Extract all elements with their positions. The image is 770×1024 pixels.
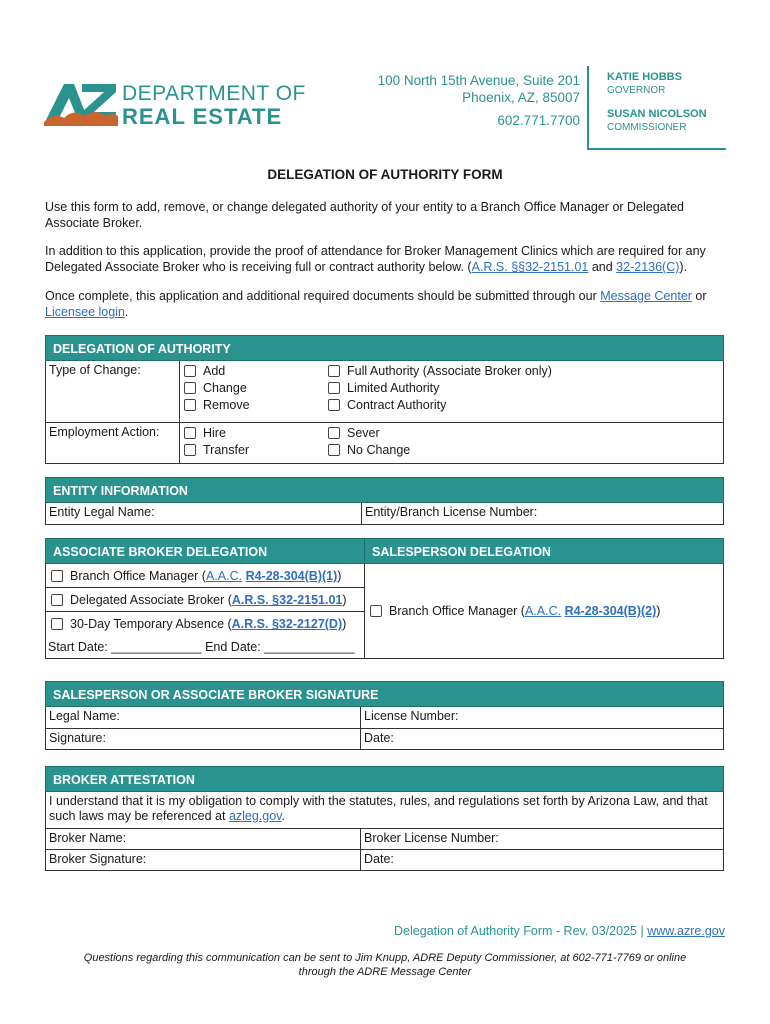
broker-license-field[interactable]: Broker License Number: [364,831,499,845]
attestation-header: BROKER ATTESTATION [45,766,724,792]
checkbox-transfer[interactable]: Transfer [184,442,322,459]
license-number-field[interactable]: License Number: [364,709,459,723]
checkbox-branch-office-manager[interactable]: Branch Office Manager (A.A.C. R4-28-304(B)(1)) [46,564,364,588]
checkbox-hire[interactable]: Hire [184,425,322,442]
questions-note: Questions regarding this communication can be sent to Jim Knupp, ADRE Deputy Commissioner, at 602-771-7769 or online through the ADRE Message Center [83,952,687,978]
signature-field[interactable]: Signature: [46,729,361,749]
entity-section [45,477,724,525]
delegation-section [45,335,724,464]
broker-signature-field[interactable]: Broker Signature: [46,850,361,870]
checkbox-delegated-associate-broker[interactable]: Delegated Associate Broker (A.R.S. §32-2151.01) [46,588,364,612]
legal-name-field[interactable]: Legal Name: [46,707,361,728]
delegation-header: DELEGATION OF AUTHORITY [45,335,724,361]
p3-text: Once complete, this application and additional required documents should be submitted through our [45,289,601,303]
adre-logo [44,80,320,128]
type-of-change-row [46,361,723,422]
p3-or: or [691,289,707,303]
employment-action-row [46,422,723,463]
logo-department: DEPARTMENT OF [122,82,306,105]
ars-2136-link[interactable]: 32-2136(C) [616,260,680,274]
licensee-login-link[interactable]: Licensee login [45,305,125,319]
broker-date-field[interactable]: Date: [364,852,394,866]
entity-legal-name-field[interactable]: Entity Legal Name: [46,503,362,524]
address-line-1: 100 North 15th Avenue, Suite 201 [377,73,580,88]
az-logo-icon [44,80,118,126]
commissioner-title: COMMISSIONER [607,122,687,133]
checkbox-remove[interactable]: Remove [184,397,322,414]
form-revision: Delegation of Authority Form - Rev. 03/2025 | www.azre.gov [394,924,725,938]
date-field[interactable]: Date: [364,731,394,745]
checkbox-add[interactable]: Add [184,363,322,380]
checkbox-temporary-absence[interactable]: 30-Day Temporary Absence (A.R.S. §32-2127(D)) [46,612,364,636]
employment-action-label: Employment Action: [46,423,180,463]
date-range-row[interactable] [46,636,364,658]
r4-28-304-b2-link[interactable]: R4-28-304(B)(2) [564,604,657,618]
broker-name-field[interactable]: Broker Name: [46,829,361,849]
checkbox-no-change[interactable]: No Change [328,442,410,459]
intro-paragraph-3 [45,288,725,320]
checkbox-limited-authority[interactable]: Limited Authority [328,380,552,397]
associate-broker-header: ASSOCIATE BROKER DELEGATION [45,538,365,564]
intro-paragraph-2 [45,243,725,275]
r4-28-304-b1-link[interactable]: R4-28-304(B)(1) [245,569,338,583]
office-address [378,72,580,106]
ars-2127-d-link[interactable]: A.R.S. §32-2127(D) [231,617,343,631]
commissioner-name: SUSAN NICOLSON [607,108,707,120]
aac-link[interactable]: A.A.C. [205,569,243,583]
signature-header: SALESPERSON OR ASSOCIATE BROKER SIGNATURE [45,681,724,707]
message-center-link[interactable]: Message Center [600,289,692,303]
ars-2151-link[interactable]: A.R.S. §§32-2151.01 [471,260,589,274]
entity-header: ENTITY INFORMATION [45,477,724,503]
p3-end: . [124,305,129,319]
intro-paragraph-1: Use this form to add, remove, or change delegated authority of your entity to a Branch Office Manager or Delegated Associate Broker. [45,200,685,230]
checkbox-full-authority[interactable]: Full Authority (Associate Broker only) [328,363,552,380]
entity-license-number-field[interactable]: Entity/Branch License Number: [365,505,538,519]
logo-real-estate: REAL ESTATE [122,104,283,129]
address-line-2: Phoenix, AZ, 85007 [462,90,580,105]
governor-title: GOVERNOR [607,85,666,96]
ars-2151-01-link[interactable]: A.R.S. §32-2151.01 [231,593,343,607]
attestation-text: I understand that it is my obligation to comply with the statutes, rules, and regulations set forth by Arizona Law, and that such laws may be referenced at azleg.gov. [49,794,708,823]
type-of-change-label: Type of Change: [46,361,180,422]
signature-section [45,681,724,750]
delegation-type-section [45,538,724,659]
salesperson-header: SALESPERSON DELEGATION [365,538,724,564]
governor-name: KATIE HOBBS [607,71,682,83]
start-date-field[interactable]: Start Date: _____________ [48,640,202,654]
checkbox-change[interactable]: Change [184,380,322,397]
checkbox-sever[interactable]: Sever [328,425,410,442]
p2-end: ). [679,260,688,274]
p2-and: and [588,260,617,274]
checkbox-contract-authority[interactable]: Contract Authority [328,397,552,414]
sp-aac-link[interactable]: A.A.C. [524,604,562,618]
header-divider-vertical [587,66,589,149]
azleg-link[interactable]: azleg.gov [228,809,282,823]
azre-website-link[interactable]: www.azre.gov [647,924,725,938]
end-date-field[interactable]: End Date: _____________ [205,640,355,654]
office-phone: 602.771.7700 [497,113,580,128]
form-title: DELEGATION OF AUTHORITY FORM [267,167,503,182]
header-divider-horizontal [587,148,726,150]
attestation-section [45,766,724,871]
p2-text: In addition to this application, provide the proof of attendance for Broker Management Clinics which are required for any Delegated Associate Broker who is receiving full or contract authority below. ( [45,244,706,274]
checkbox-sp-branch-office-manager[interactable]: Branch Office Manager ( A.A.C. R4-28-304(B)(2) ) [365,564,724,659]
